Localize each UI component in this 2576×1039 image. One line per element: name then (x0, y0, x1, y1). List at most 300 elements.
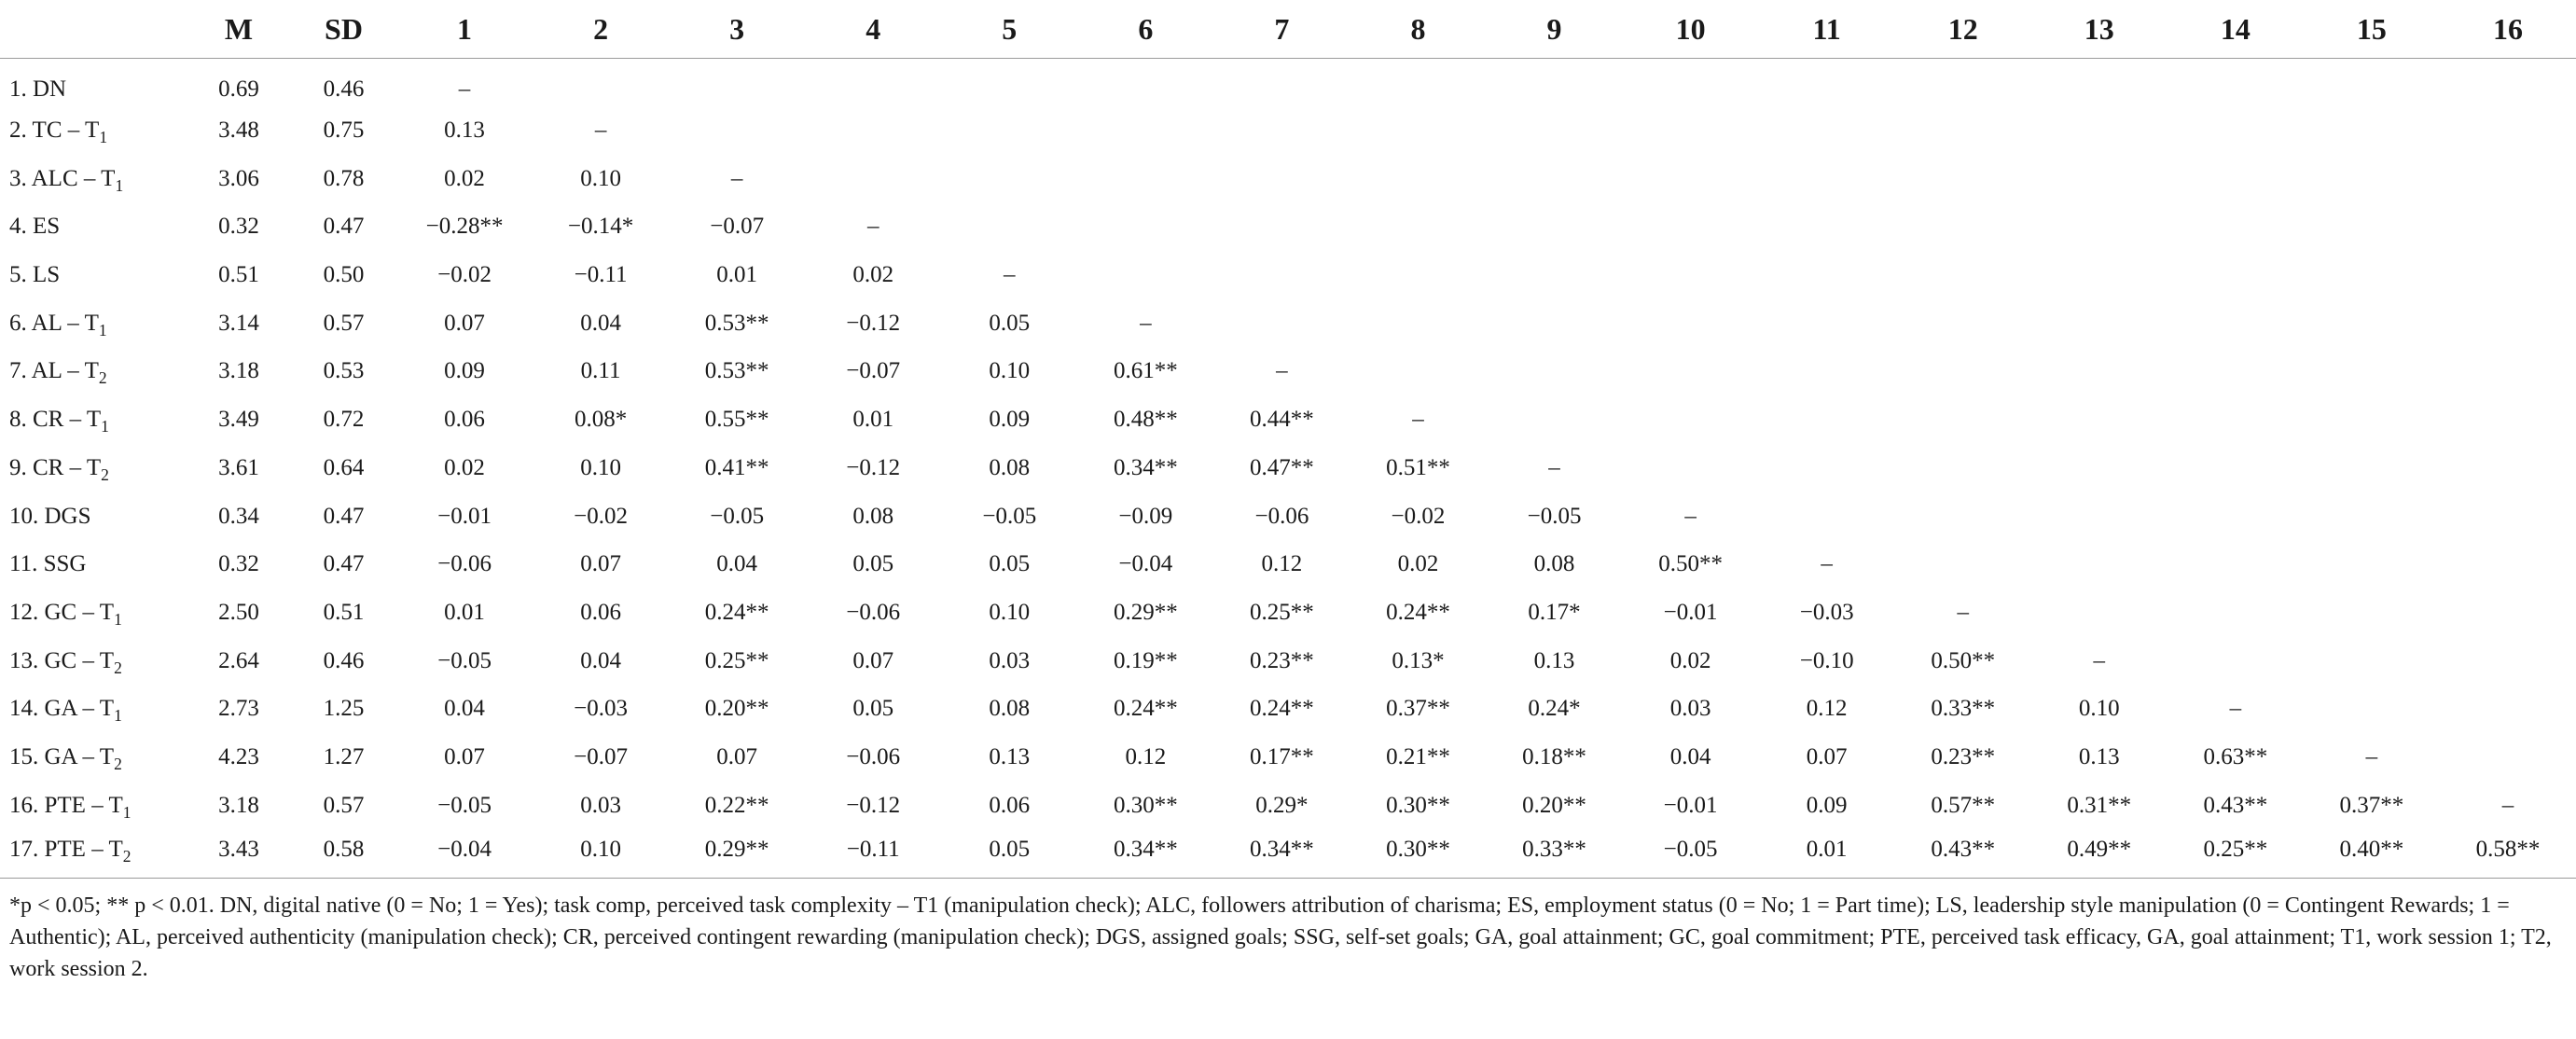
correlation-cell (1895, 155, 2031, 203)
row-label-text: 11. SSG (9, 551, 87, 577)
correlation-cell (2031, 492, 2167, 541)
correlation-cell: 0.01 (444, 599, 485, 625)
table-row (0, 782, 2576, 830)
correlation-cell (1895, 395, 2031, 444)
row-label-subscript: 1 (114, 706, 122, 726)
correlation-cell: 0.22** (704, 792, 769, 818)
correlation-cell (1759, 395, 1895, 444)
correlation-cell (2167, 299, 2304, 348)
correlation-cell: 0.30** (1386, 837, 1450, 863)
mean-cell: 2.50 (218, 599, 259, 625)
correlation-cell (1623, 155, 1759, 203)
table-body (0, 59, 2576, 879)
row-label (0, 106, 187, 155)
correlation-cell: −0.03 (574, 696, 629, 722)
mean-cell: 3.18 (218, 792, 259, 818)
correlation-cell (2167, 155, 2304, 203)
table-row (0, 540, 2576, 589)
header-variable (0, 0, 187, 59)
correlation-cell (1895, 540, 2031, 589)
correlation-cell: 0.02 (852, 262, 894, 288)
row-label-subscript: 1 (101, 417, 109, 436)
correlation-cell: −0.04 (1118, 551, 1173, 577)
correlation-cell: 0.61** (1113, 358, 1178, 384)
correlation-cell (1895, 444, 2031, 492)
correlation-cell (941, 203, 1077, 252)
correlation-cell: 0.44** (1250, 407, 1314, 433)
correlation-cell (1895, 203, 2031, 252)
correlation-cell: 0.04 (444, 696, 485, 722)
correlation-cell (1759, 155, 1895, 203)
header-cell: 11 (1759, 0, 1895, 59)
correlation-cell (2304, 203, 2440, 252)
row-label-text: 3. ALC – T (9, 165, 116, 191)
row-label (0, 348, 187, 396)
correlation-cell: −0.05 (1527, 503, 1582, 529)
header-cell: 1 (396, 0, 533, 59)
row-label-subscript: 1 (115, 175, 124, 195)
sd-cell: 0.58 (323, 837, 365, 863)
row-label (0, 59, 187, 107)
correlation-cell (1623, 203, 1759, 252)
correlation-cell: – (2229, 696, 2242, 722)
correlation-cell: −0.07 (710, 214, 765, 240)
table-row (0, 299, 2576, 348)
table-footnote-row (0, 878, 2576, 985)
correlation-cell (669, 59, 805, 107)
table-row (0, 106, 2576, 155)
correlation-cell (1623, 106, 1759, 155)
correlation-cell (2031, 59, 2167, 107)
row-label (0, 395, 187, 444)
correlation-cell: −0.12 (846, 310, 901, 336)
table-row (0, 395, 2576, 444)
correlation-cell: 0.10 (580, 454, 621, 480)
row-label-subscript: 1 (99, 128, 108, 147)
correlation-cell: 0.02 (1669, 647, 1711, 673)
mean-cell: 0.69 (218, 76, 259, 102)
correlation-cell: – (1140, 310, 1152, 336)
correlation-cell (1213, 155, 1350, 203)
mean-cell: 3.14 (218, 310, 259, 336)
correlation-cell: −0.06 (437, 551, 492, 577)
correlation-cell (1759, 299, 1895, 348)
correlation-cell: 0.11 (580, 358, 621, 384)
correlation-cell: 0.04 (716, 551, 758, 577)
correlation-cell (2167, 589, 2304, 637)
correlation-cell (2440, 106, 2576, 155)
correlation-cell: 0.10 (2078, 696, 2120, 722)
correlation-cell (941, 59, 1077, 107)
header-cell: 5 (941, 0, 1077, 59)
correlation-cell: 0.08 (852, 503, 894, 529)
correlation-cell (1213, 299, 1350, 348)
correlation-cell: 0.10 (989, 599, 1031, 625)
correlation-cell (805, 155, 941, 203)
correlation-cell: −0.01 (1663, 599, 1718, 625)
correlation-cell: −0.28** (425, 214, 504, 240)
table-row (0, 59, 2576, 107)
correlation-cell: −0.05 (710, 503, 765, 529)
table-row (0, 444, 2576, 492)
correlation-cell: 0.29* (1255, 792, 1309, 818)
correlation-cell: 0.09 (1806, 792, 1848, 818)
correlation-cell (2031, 589, 2167, 637)
sd-cell: 0.64 (323, 454, 365, 480)
correlation-cell: 0.08 (989, 454, 1031, 480)
correlation-cell (2031, 203, 2167, 252)
correlation-cell: −0.05 (437, 647, 492, 673)
correlation-cell: – (2501, 792, 2514, 818)
correlation-cell: −0.01 (437, 503, 492, 529)
correlation-cell: −0.12 (846, 454, 901, 480)
correlation-cell: 0.02 (444, 165, 485, 191)
row-label (0, 685, 187, 733)
correlation-cell: 0.41** (704, 454, 769, 480)
row-label-subscript: 2 (98, 368, 107, 388)
table-row (0, 637, 2576, 686)
correlation-cell: 0.24* (1528, 696, 1581, 722)
mean-cell: 0.32 (218, 214, 259, 240)
correlation-cell: – (730, 165, 743, 191)
correlation-cell: 0.05 (989, 310, 1031, 336)
correlation-cell (1213, 203, 1350, 252)
correlation-cell (2440, 733, 2576, 782)
row-label-text: 14. GA – T (9, 696, 115, 722)
row-label (0, 155, 187, 203)
correlation-cell (2031, 444, 2167, 492)
row-label-text: 4. ES (9, 214, 61, 240)
correlation-cell: 0.33** (1931, 696, 1996, 722)
header-cell: 6 (1077, 0, 1213, 59)
table-header-row (0, 0, 2576, 59)
correlation-cell (2440, 155, 2576, 203)
correlation-cell (2031, 251, 2167, 299)
correlation-cell: 0.01 (716, 262, 758, 288)
correlation-cell: 0.29** (704, 837, 769, 863)
correlation-cell (1487, 59, 1623, 107)
row-label-text: 10. DGS (9, 503, 91, 529)
correlation-cell: −0.02 (574, 503, 629, 529)
row-label-text: 12. GC – T (9, 599, 115, 625)
correlation-cell (941, 155, 1077, 203)
sd-cell: 1.25 (323, 696, 365, 722)
sd-cell: 0.72 (323, 407, 365, 433)
correlation-cell (1895, 106, 2031, 155)
correlation-cell: 0.06 (989, 792, 1031, 818)
correlation-cell: 0.37** (2339, 792, 2404, 818)
correlation-cell: 0.18** (1522, 743, 1586, 769)
correlation-cell: 0.12 (1261, 551, 1303, 577)
mean-cell: 3.48 (218, 118, 259, 144)
correlation-cell (2031, 155, 2167, 203)
correlation-cell: −0.05 (437, 792, 492, 818)
correlation-cell: 0.02 (1397, 551, 1439, 577)
correlation-cell (1350, 59, 1486, 107)
correlation-cell: 0.07 (444, 743, 485, 769)
correlation-cell: 0.13 (989, 743, 1031, 769)
correlation-cell: 0.10 (580, 165, 621, 191)
correlation-cell (1487, 395, 1623, 444)
correlation-cell (1759, 59, 1895, 107)
mean-cell: 2.64 (218, 647, 259, 673)
correlation-cell (1077, 106, 1213, 155)
row-label (0, 299, 187, 348)
correlation-cell: 0.08 (989, 696, 1031, 722)
correlation-cell: 0.13 (1533, 647, 1575, 673)
correlation-cell: 0.47** (1250, 454, 1314, 480)
correlation-cell (2304, 540, 2440, 589)
row-label (0, 540, 187, 589)
sd-cell: 0.47 (323, 551, 365, 577)
correlation-cell: −0.10 (1799, 647, 1854, 673)
correlation-cell (2304, 589, 2440, 637)
correlation-cell: 0.07 (580, 551, 621, 577)
correlation-cell: 0.53** (704, 310, 769, 336)
correlation-cell: −0.01 (1663, 792, 1718, 818)
row-label-text: 6. AL – T (9, 310, 99, 336)
correlation-cell (2304, 492, 2440, 541)
row-label-text: 7. AL – T (9, 358, 99, 384)
correlation-cell (1623, 59, 1759, 107)
header-cell: 16 (2440, 0, 2576, 59)
row-label (0, 830, 187, 879)
correlation-cell (2440, 637, 2576, 686)
correlation-cell (941, 106, 1077, 155)
correlation-cell: – (1412, 407, 1424, 433)
row-label-text: 13. GC – T (9, 647, 115, 673)
sd-cell: 1.27 (323, 743, 365, 769)
header-cell: 12 (1895, 0, 2031, 59)
correlation-cell (2440, 540, 2576, 589)
header-cell: 3 (669, 0, 805, 59)
correlation-cell: – (458, 76, 471, 102)
correlation-cell: −0.09 (1118, 503, 1173, 529)
row-label (0, 444, 187, 492)
correlation-cell: 0.04 (580, 310, 621, 336)
correlation-cell (1759, 251, 1895, 299)
correlation-cell: 0.24** (1113, 696, 1178, 722)
correlation-cell (1623, 444, 1759, 492)
correlation-cell (1759, 492, 1895, 541)
correlation-cell: 0.06 (580, 599, 621, 625)
row-label-subscript: 2 (122, 847, 132, 866)
correlation-cell (1487, 251, 1623, 299)
correlation-cell: – (1004, 262, 1016, 288)
row-label-text: 17. PTE – T (9, 837, 123, 863)
correlation-cell: −0.02 (1391, 503, 1446, 529)
sd-cell: 0.78 (323, 165, 365, 191)
correlation-cell (1895, 492, 2031, 541)
correlation-cell (1350, 299, 1486, 348)
correlation-cell (2167, 59, 2304, 107)
correlation-cell (1213, 59, 1350, 107)
correlation-cell: −0.12 (846, 792, 901, 818)
correlation-cell: −0.07 (846, 358, 901, 384)
correlation-cell: 0.20** (704, 696, 769, 722)
correlation-cell (2167, 637, 2304, 686)
correlation-cell (1213, 251, 1350, 299)
correlation-cell (2304, 685, 2440, 733)
correlation-cell (1077, 203, 1213, 252)
correlation-cell: 0.40** (2339, 837, 2404, 863)
correlation-cell: 0.03 (580, 792, 621, 818)
correlation-cell (1895, 299, 2031, 348)
correlation-cell (805, 59, 941, 107)
correlation-cell (1487, 203, 1623, 252)
correlation-cell: 0.07 (716, 743, 758, 769)
correlation-cell (1623, 251, 1759, 299)
correlation-cell: 0.25** (704, 647, 769, 673)
correlation-cell: 0.63** (2203, 743, 2268, 769)
correlation-cell: 0.01 (1806, 837, 1848, 863)
correlation-cell: 0.31** (2067, 792, 2132, 818)
correlation-cell: 0.10 (989, 358, 1031, 384)
correlation-cell: 0.49** (2067, 837, 2132, 863)
header-cell: 2 (533, 0, 669, 59)
correlation-cell: −0.11 (574, 262, 628, 288)
correlation-cell (2167, 251, 2304, 299)
correlation-cell: 0.17* (1528, 599, 1581, 625)
correlation-cell: 0.34** (1113, 837, 1178, 863)
correlation-cell (2167, 492, 2304, 541)
correlation-cell: 0.12 (1125, 743, 1167, 769)
header-cell: 4 (805, 0, 941, 59)
correlation-cell (2304, 155, 2440, 203)
correlation-cell: 0.30** (1386, 792, 1450, 818)
correlation-cell: 0.12 (1806, 696, 1848, 722)
mean-cell: 3.49 (218, 407, 259, 433)
row-label-subscript: 2 (114, 754, 122, 773)
sd-cell: 0.47 (323, 214, 365, 240)
mean-cell: 3.43 (218, 837, 259, 863)
row-label-text: 5. LS (9, 262, 61, 288)
correlation-cell: 0.01 (852, 407, 894, 433)
correlation-cell (2440, 589, 2576, 637)
correlation-cell: 0.09 (989, 407, 1031, 433)
correlation-cell (1623, 299, 1759, 348)
correlation-cell: 0.24** (1386, 599, 1450, 625)
row-label-subscript: 1 (98, 320, 107, 339)
correlation-cell: 0.04 (1669, 743, 1711, 769)
correlation-cell (1077, 251, 1213, 299)
correlation-cell: 0.58** (2475, 837, 2541, 863)
correlation-cell (1895, 59, 2031, 107)
correlation-cell (1213, 106, 1350, 155)
correlation-cell (2031, 299, 2167, 348)
table-row (0, 492, 2576, 541)
sd-cell: 0.50 (323, 262, 365, 288)
correlation-cell (1350, 348, 1486, 396)
correlation-cell (1759, 106, 1895, 155)
correlation-cell: 0.43** (1931, 837, 1996, 863)
correlation-cell (1487, 348, 1623, 396)
correlation-cell: 0.05 (852, 696, 894, 722)
sd-cell: 0.53 (323, 358, 365, 384)
correlation-cell: 0.03 (989, 647, 1031, 673)
correlation-cell (1487, 155, 1623, 203)
correlation-cell: −0.06 (1254, 503, 1309, 529)
correlation-cell: 0.20** (1522, 792, 1586, 818)
correlation-cell (2304, 444, 2440, 492)
table-row (0, 203, 2576, 252)
correlation-cell (1759, 203, 1895, 252)
correlation-cell: – (1821, 551, 1833, 577)
header-cell: 13 (2031, 0, 2167, 59)
row-label-text: 9. CR – T (9, 454, 102, 480)
correlation-cell: 0.13* (1392, 647, 1445, 673)
correlation-cell: 0.02 (444, 454, 485, 480)
correlation-cell: – (2365, 743, 2378, 769)
correlation-cell: – (866, 214, 879, 240)
correlation-cell: 0.07 (1806, 743, 1848, 769)
correlation-cell (2167, 348, 2304, 396)
correlation-cell: – (1684, 503, 1697, 529)
correlation-cell (1350, 155, 1486, 203)
correlation-cell (2167, 203, 2304, 252)
row-label-text: 1. DN (9, 76, 67, 102)
correlation-cell (2440, 348, 2576, 396)
correlation-cell (2031, 348, 2167, 396)
correlation-cell (2304, 637, 2440, 686)
row-label-text: 16. PTE – T (9, 792, 123, 818)
correlation-cell: – (594, 118, 607, 144)
correlation-cell: 0.10 (580, 837, 621, 863)
correlation-cell: 0.37** (1386, 696, 1450, 722)
correlation-cell (1623, 348, 1759, 396)
correlation-cell (2440, 59, 2576, 107)
table-row (0, 733, 2576, 782)
correlation-cell: −0.04 (437, 837, 492, 863)
mean-cell: 3.06 (218, 165, 259, 191)
correlation-cell (669, 106, 805, 155)
header-cell: 10 (1623, 0, 1759, 59)
correlation-cell (1487, 299, 1623, 348)
correlation-cell: 0.34** (1250, 837, 1314, 863)
correlation-cell: 0.03 (1669, 696, 1711, 722)
table-row (0, 348, 2576, 396)
correlation-cell: −0.02 (437, 262, 492, 288)
row-label-subscript: 2 (114, 658, 122, 677)
row-label (0, 782, 187, 830)
header-cell: 15 (2304, 0, 2440, 59)
correlation-cell: 0.23** (1931, 743, 1996, 769)
table-row (0, 589, 2576, 637)
correlation-cell: 0.23** (1250, 647, 1314, 673)
correlation-cell (1077, 59, 1213, 107)
sd-cell: 0.51 (323, 599, 365, 625)
correlation-cell (2440, 685, 2576, 733)
correlation-cell: 0.05 (989, 551, 1031, 577)
header-cell: 14 (2167, 0, 2304, 59)
correlation-cell: 0.51** (1386, 454, 1450, 480)
correlation-cell: −0.05 (982, 503, 1037, 529)
correlation-cell: 0.55** (704, 407, 769, 433)
correlation-cell (1895, 251, 2031, 299)
correlation-cell (805, 106, 941, 155)
correlation-cell (2031, 540, 2167, 589)
correlation-cell: 0.08 (1533, 551, 1575, 577)
correlation-cell: 0.17** (1250, 743, 1314, 769)
row-label-text: 15. GA – T (9, 743, 115, 769)
table-footnote: *p < 0.05; ** p < 0.01. DN, digital native (0 = No; 1 = Yes); task comp, perceived task complexity – T1 (manipulation check); ALC, followers attribution of charisma; ES, employment status (0 = No; 1 = Part time); LS, leadership style manipulation (0 = Contingent Rewards; 1 = Authentic); AL, perceived authenticity (manipulation check); CR, perceived contingent rewarding (manipulation check); DGS, assigned goals; SSG, self-set goals; GA, goal attainment; GC, goal commitment; PTE, perceived task efficacy, GA, goal attainment; T1, work session 1; T2, work session 2. (0, 878, 2576, 985)
correlation-cell: 0.08* (574, 407, 628, 433)
correlation-cell (1623, 395, 1759, 444)
correlation-cell: 0.50** (1931, 647, 1996, 673)
correlation-cell: 0.21** (1386, 743, 1450, 769)
row-label-text: 8. CR – T (9, 407, 102, 433)
correlation-cell (2440, 444, 2576, 492)
